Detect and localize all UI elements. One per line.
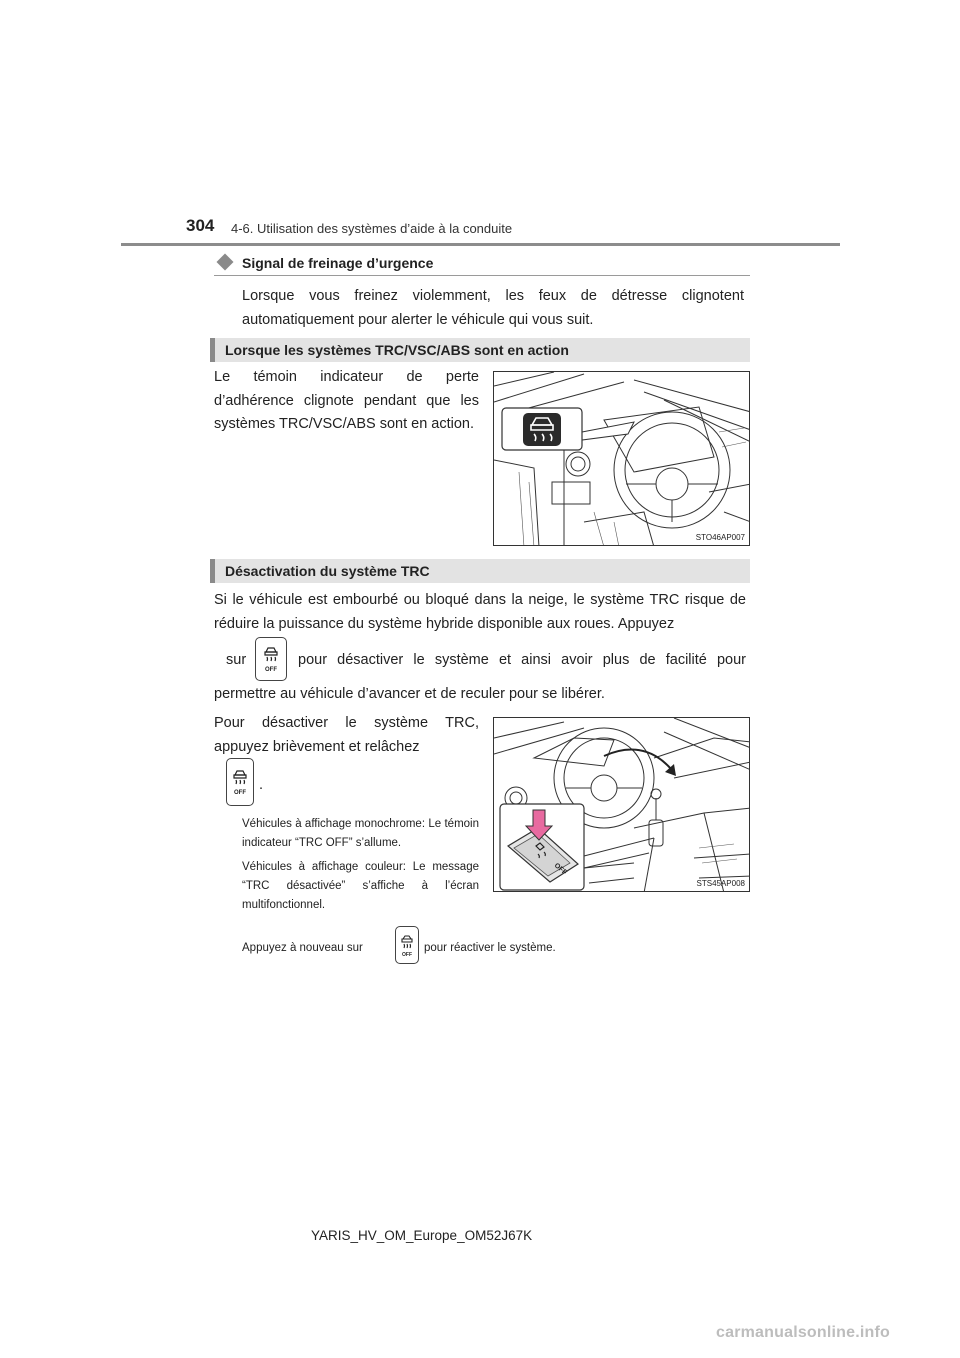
svg-text:OFF: OFF	[552, 862, 568, 877]
reactivate-before: Appuyez à nouveau sur	[242, 942, 363, 954]
slip-indicator-text: Le témoin indicateur de perte d’adhérence clignote pendant que les systèmes TRC/VSC/ABS sont en action.	[214, 369, 479, 432]
trc-intro-part2: pour désactiver le système et ainsi avoir plus de facilité pour	[298, 652, 746, 668]
trc-off-glyph	[227, 759, 253, 805]
section-title: Lorsque les systèmes TRC/VSC/ABS sont en action	[225, 342, 569, 358]
svg-text:OFF: OFF	[234, 790, 246, 796]
header-rule	[121, 243, 840, 246]
svg-text:OFF: OFF	[265, 667, 277, 673]
trc-intro-part3: permettre au véhicule d’avancer et de reculer pour se libérer.	[214, 686, 605, 702]
trc-off-button-icon	[395, 926, 419, 964]
trc-intro-sur: sur	[226, 652, 247, 668]
subsection-title: Signal de freinage d’urgence	[242, 255, 434, 271]
trc-press-text: Pour désactiver le système TRC, appuyez brièvement et relâchez	[214, 715, 479, 755]
trc-intro-text: Si le véhicule est embourbé ou bloqué dans la neige, le système TRC risque de réduire la puissance du système hybride disponible aux roues. Appuyez	[214, 592, 746, 632]
trc-intro-line-with-button	[214, 637, 746, 683]
trc-off-glyph	[396, 927, 418, 963]
emergency-signal-text: Lorsque vous freinez violemment, les feux de détresse clignotent automatiquement pour alerter le véhicule qui vous suit.	[242, 288, 744, 328]
dashboard-illustration	[494, 372, 750, 546]
trc-off-button-icon	[226, 758, 254, 806]
reactivate-after: pour réactiver le système.	[424, 942, 556, 954]
trc-off-button-icon	[255, 637, 287, 681]
svg-text:OFF: OFF	[402, 952, 412, 958]
chapter-title: 4-6. Utilisation des systèmes d’aide à la conduite	[231, 221, 513, 236]
watermark: carmanualsonline.info	[716, 1324, 891, 1341]
figure-trc-off-switch	[493, 717, 750, 892]
section-title: Désactivation du système TRC	[225, 563, 430, 579]
page-number: 304	[186, 216, 215, 235]
color-display-note: Véhicules à affichage couleur: Le message “TRC désactivée” s’affiche à l’écran multifonctionnel.	[242, 861, 479, 911]
diamond-bullet-icon	[217, 254, 234, 271]
section-header-trc-off	[210, 559, 750, 583]
section-header-active	[210, 338, 750, 362]
subsection-rule	[214, 275, 750, 276]
document-id: YARIS_HV_OM_Europe_OM52J67K	[311, 1228, 533, 1243]
center-console-illustration	[494, 718, 750, 892]
figure-code: STS45AP008	[696, 879, 745, 888]
figure-code: STO46AP007	[695, 533, 745, 542]
mono-display-note: Véhicules à affichage monochrome: Le témoin indicateur “TRC OFF” s’allume.	[242, 818, 479, 849]
trc-press-period: .	[259, 777, 264, 793]
figure-dashboard-indicator	[493, 371, 750, 546]
trc-off-glyph	[256, 638, 286, 680]
reactivate-line	[242, 926, 750, 966]
